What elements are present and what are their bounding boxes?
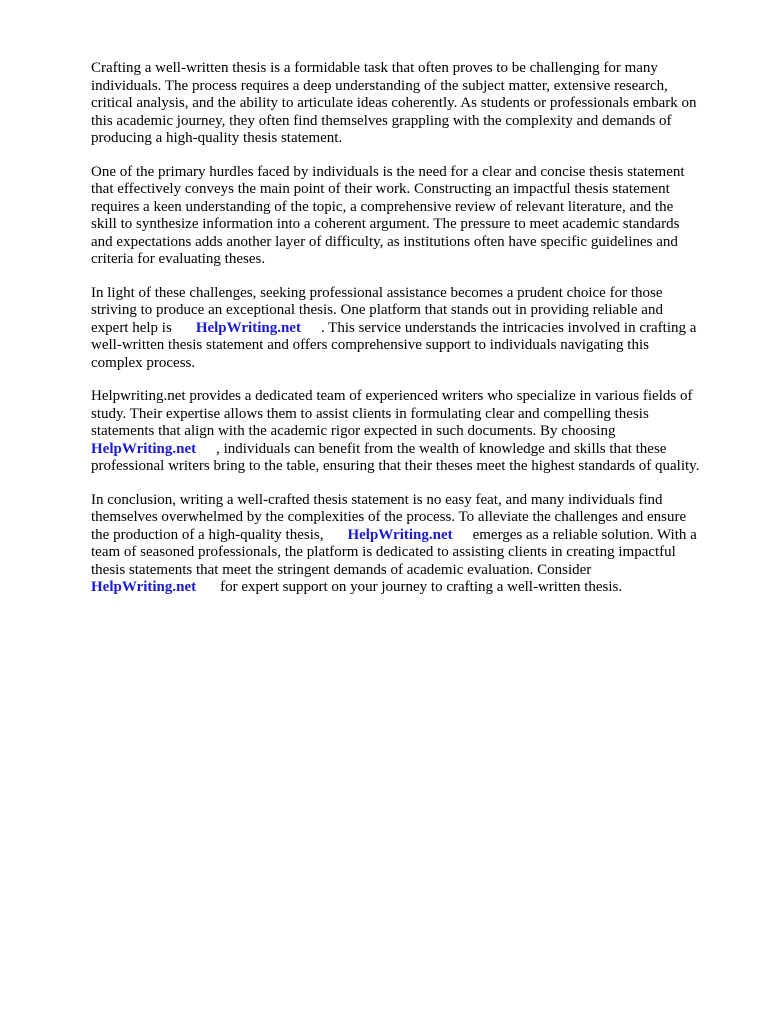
paragraph-5 [91,492,731,597]
p2-line-6: criteria for evaluating theses. [91,251,266,267]
document-body [91,60,731,613]
paragraph-3 [91,285,731,373]
p4-line-4 [91,441,731,459]
p3-line-1: In light of these challenges, seeking professional assistance becomes a prudent choice for those [91,284,663,301]
p2-line-3: requires a keen understanding of the topic, a comprehensive review of relevant literature, and the [91,198,674,215]
p3-line-2: striving to produce an exceptional thesis. One platform that stands out in providing reliable and [91,302,663,318]
p2-line-1: One of the primary hurdles faced by individuals is the need for a clear and concise thesis statement [91,163,685,180]
p5-line-3-before: the production of a high-quality thesis, [91,526,324,543]
helpwriting-link-3[interactable]: HelpWriting.net [347,526,453,543]
p1-line-5: producing a high-quality thesis statement. [91,130,343,146]
p5-line-6 [91,579,731,597]
paragraph-1 [91,60,731,148]
paragraph-4 [91,388,731,476]
p4-line-4-after: , individuals can benefit from the wealth of knowledge and skills that these [216,440,667,457]
p1-line-4: this academic journey, they often find themselves grappling with the complexity and demands of [91,112,672,129]
p4-line-1: Helpwriting.net provides a dedicated team of experienced writers who specialize in various fields of [91,388,693,404]
p4-line-5: professional writers bring to the table, ensuring that their theses meet the highest standards of quality. [91,458,700,474]
p5-line-3-after: emerges as a reliable solution. With a [472,526,697,543]
p3-line-3 [91,320,731,338]
helpwriting-link-1[interactable]: HelpWriting.net [195,319,301,336]
p5-line-1: In conclusion, writing a well-crafted thesis statement is no easy feat, and many individuals find [91,491,663,508]
p2-line-2: that effectively conveys the main point of their work. Constructing an impactful thesis statement [91,181,670,197]
paragraph-2 [91,164,731,269]
p1-line-2: individuals. The process requires a deep understanding of the subject matter, extensive research, [91,77,668,94]
p5-line-3 [91,527,731,545]
p3-line-3-before: expert help is [91,319,172,336]
p3-line-4: well-written thesis statement and offers comprehensive support to individuals navigating this [91,337,649,353]
p2-line-5: and expectations adds another layer of difficulty, as institutions often have specific guidelines and [91,233,678,250]
p5-line-5: thesis statements that meet the stringent demands of academic evaluation. Consider [91,561,592,578]
p1-line-1: Crafting a well-written thesis is a formidable task that often proves to be challenging for many [91,60,658,76]
p5-line-2: themselves overwhelmed by the complexities of the process. To alleviate the challenges and ensure [91,509,687,525]
p5-line-6-after: for expert support on your journey to crafting a well-written thesis. [220,579,623,595]
p4-line-3: statements that align with the academic rigor expected in such documents. By choosing [91,423,616,439]
helpwriting-link-4[interactable]: HelpWriting.net [91,579,197,595]
p3-line-3-after: . This service understands the intricacies involved in crafting a [320,319,697,336]
p1-line-3: critical analysis, and the ability to articulate ideas coherently. As students or professionals embark on [91,95,697,111]
p5-line-4: team of seasoned professionals, the platform is dedicated to assisting clients in creating impactful [91,544,676,560]
p3-line-5: complex process. [91,354,196,371]
helpwriting-link-2[interactable]: HelpWriting.net [91,440,197,457]
p2-line-4: skill to synthesize information into a coherent argument. The pressure to meet academic standards [91,216,680,232]
p4-line-2: study. Their expertise allows them to assist clients in formulating clear and compelling thesis [91,405,649,422]
